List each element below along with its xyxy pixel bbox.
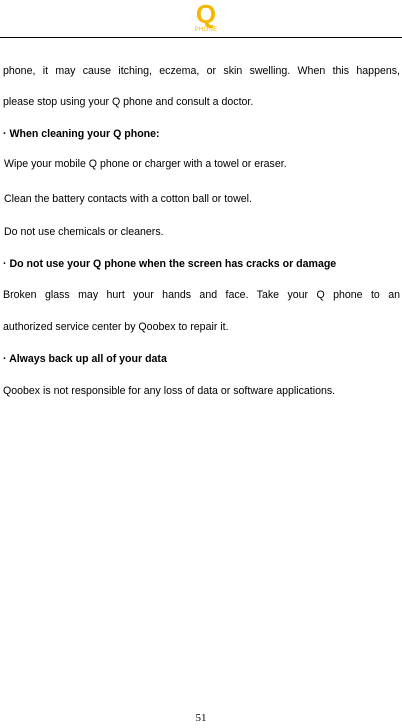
- logo-text: PHONE: [194, 27, 218, 33]
- list-item: Clean the battery contacts with a cotton ball or towel.: [4, 193, 252, 205]
- list-item: Do not use chemicals or cleaners.: [4, 226, 164, 238]
- section-heading: · Do not use your Q phone when the screen has cracks or damage: [3, 258, 337, 270]
- paragraph-line: please stop using your Q phone and consult a doctor.: [3, 96, 254, 108]
- paragraph-line: Broken glass may hurt your hands and face. Take your Q phone to an: [3, 289, 400, 301]
- logo-letter: Q: [195, 0, 217, 29]
- page-header: [0, 0, 402, 38]
- page-number: 51: [195, 712, 207, 724]
- paragraph-line: authorized service center by Qoobex to repair it.: [3, 321, 229, 333]
- section-heading: · When cleaning your Q phone:: [3, 128, 160, 140]
- paragraph-line: Qoobex is not responsible for any loss of data or software applications.: [3, 385, 336, 397]
- header-divider: [0, 37, 402, 38]
- section-heading: · Always back up all of your data: [3, 353, 167, 365]
- list-item: Wipe your mobile Q phone or charger with a towel or eraser.: [4, 158, 287, 170]
- paragraph-line: phone, it may cause itching, eczema, or skin swelling. When this happens,: [3, 65, 400, 77]
- q-phone-logo: [189, 2, 223, 36]
